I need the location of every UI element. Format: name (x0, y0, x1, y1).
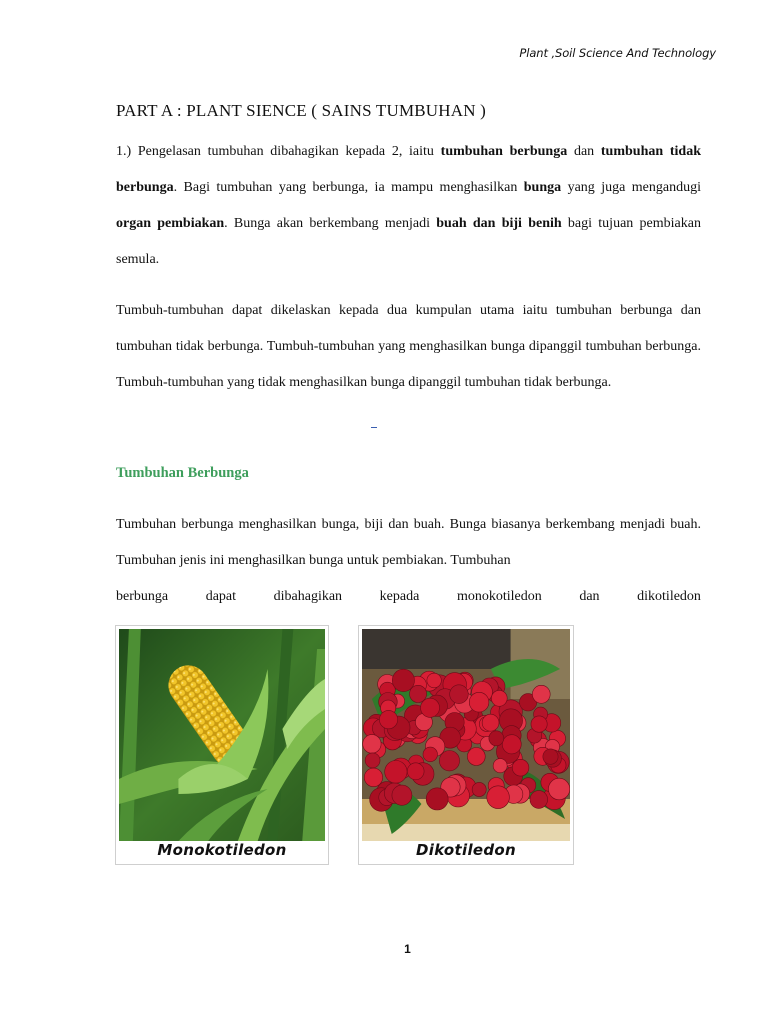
paragraph-last-line (116, 579, 701, 615)
rambutan-fruit (467, 748, 485, 766)
rambutan-fruit (489, 731, 504, 746)
rambutan-fruit (491, 690, 507, 706)
rambutan-fruit (512, 759, 529, 776)
section-heading: Tumbuhan Berbunga (116, 465, 249, 481)
rambutan-fruit (532, 685, 550, 703)
bold-term: buah dan biji benih (436, 216, 562, 231)
rambutan-fruit (363, 735, 381, 754)
word: kepada (379, 589, 420, 604)
rambutan-fruit (385, 761, 407, 784)
paragraph-flowering-plants (116, 507, 701, 615)
rambutan-fruit (487, 786, 510, 809)
rambutan-fruit (493, 759, 507, 773)
paragraph-classification (116, 134, 701, 278)
text-span: bagi tujuan pembiakan semula. (116, 216, 701, 267)
word: berbunga (116, 589, 169, 604)
rambutan-fruit (407, 763, 424, 780)
text-span: . Bagi tumbuhan yang berbunga, ia mampu menghasilkan (173, 180, 524, 195)
word: dibahagikan (273, 589, 343, 604)
rambutan-fruit (410, 685, 427, 702)
page-number: 1 (404, 942, 411, 956)
word: dapat (205, 589, 237, 604)
rambutan-fruit (427, 673, 441, 688)
rambutan-fruit (450, 685, 469, 704)
paragraph-groups: Tumbuh-tumbuhan dapat dikelaskan kepada dua kumpulan utama iaitu tumbuhan berbunga dan tumbuhan tidak berbunga. Tumbuh-tumbuhan yang menghasilkan bunga dipanggil tumbuhan berbunga. Tumbuh-tumbuhan yang tidak menghasilkan bunga dipanggil tumbuhan tidak berbunga. (116, 303, 701, 390)
paragraph-body: Tumbuhan berbunga menghasilkan bunga, biji dan buah. Bunga biasanya berkembang menjadi buah. Tumbuhan jenis ini menghasilkan bunga untuk pembiakan. Tumbuhan (116, 517, 701, 568)
bold-term: tumbuhan tidak berbunga (116, 144, 701, 195)
rambutan-fruit (421, 698, 440, 717)
rambutan-fruit (364, 768, 382, 787)
running-header: Plant ,Soil Science And Technology (519, 46, 716, 60)
figure-caption: Monokotiledon (157, 841, 287, 859)
figure-monocot (115, 625, 329, 865)
word: monokotiledon (456, 589, 542, 604)
word: dikotiledon (637, 589, 701, 604)
rambutan-fruit (439, 751, 459, 771)
bold-term: bunga (523, 180, 562, 195)
rambutan-fruit (502, 735, 521, 754)
figure-caption: Dikotiledon (416, 841, 516, 859)
rambutan-fruit (423, 747, 437, 762)
rambutan-fruit (530, 791, 548, 809)
corn-cob-image (119, 629, 325, 841)
rambutan-fruit (543, 749, 558, 764)
word: dan (579, 589, 600, 604)
rambutan-fruit (365, 753, 380, 768)
rambutan-fruit (392, 669, 414, 691)
part-title: PART A : PLANT SIENCE ( SAINS TUMBUHAN ) (116, 101, 487, 120)
bold-term: tumbuhan berbunga (440, 144, 568, 159)
figure-dicot (358, 625, 574, 865)
rambutan-fruit (426, 788, 448, 810)
rambutan-fruit (482, 714, 499, 731)
stray-underline-mark (371, 427, 377, 428)
rambutan-fruit (379, 710, 397, 728)
text-span: . Bunga akan berkembang menjadi (224, 216, 437, 231)
bold-term: organ pembiakan (116, 216, 225, 231)
rambutan-fruit (472, 782, 486, 796)
rambutan-fruit (548, 778, 569, 800)
rambutan-fruit (469, 692, 489, 712)
rambutan-fruit (531, 716, 547, 732)
rambutan-fruit (392, 785, 412, 805)
text-span: yang juga mengandugi (561, 180, 701, 195)
rambutan-fruit-image (362, 629, 570, 841)
text-span: dan (567, 144, 601, 159)
text-span: 1.) Pengelasan tumbuhan dibahagikan kepada 2, iaitu (116, 144, 441, 159)
